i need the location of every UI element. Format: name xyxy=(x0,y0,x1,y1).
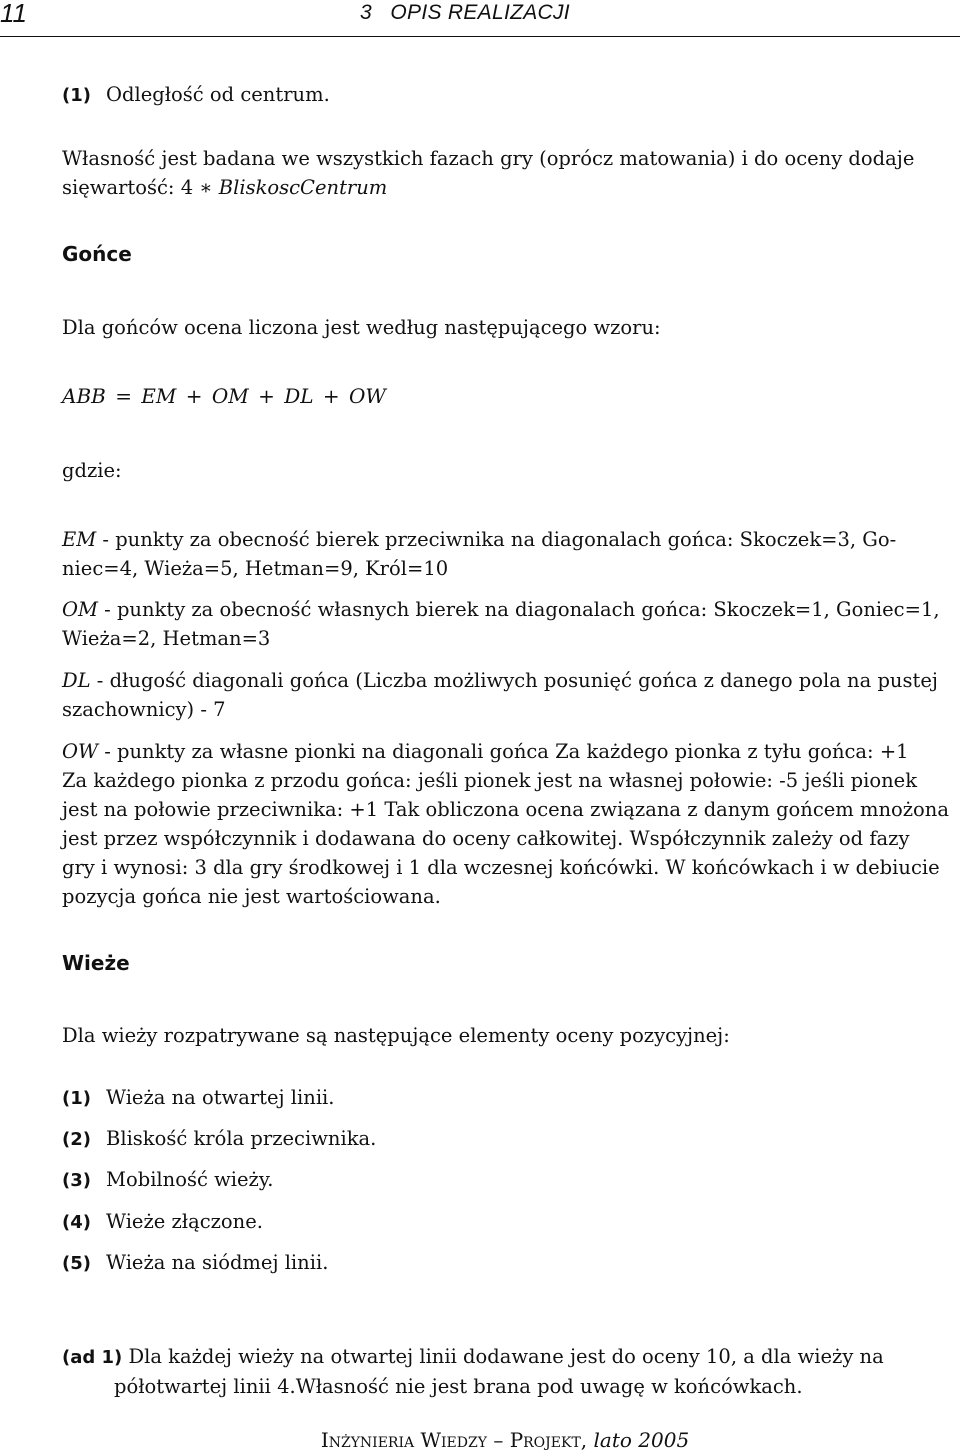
enum-number: (4) xyxy=(62,1212,91,1233)
term-text: pozycja gońca nie jest wartościowana. xyxy=(62,885,441,908)
enum-number: (2) xyxy=(62,1129,91,1150)
list-item xyxy=(62,1124,376,1154)
term-text: jest na połowie przeciwnika: +1 Tak obliczona ocena związana z danym gońcem mnożona xyxy=(62,798,949,821)
term-text: Wieża=2, Hetman=3 xyxy=(62,627,271,650)
paragraph-line: Własność jest badana we wszystkich fazach gry (oprócz matowania) i do oceny dodaje xyxy=(62,147,915,170)
term-text: - punkty za obecność bierek przeciwnika na diagonalach gońca: Skoczek=3, Go- xyxy=(96,528,897,551)
math-term: BliskoscCentrum xyxy=(218,176,388,199)
header-rule xyxy=(0,36,960,37)
section-heading-wieze: Wieże xyxy=(62,951,130,975)
enum-text: Wieża na otwartej linii. xyxy=(106,1086,335,1109)
term-text: Za każdego pionka z przodu gońca: jeśli pionek jest na własnej połowie: -5 jeśli pionek xyxy=(62,769,918,792)
term-text: - punkty za obecność własnych bierek na diagonalach gońca: Skoczek=1, Goniec=1, xyxy=(97,598,940,621)
list-item xyxy=(62,1083,335,1113)
ad-text: Dla każdej wieży na otwartej linii dodawane jest do oceny 10, a dla wieży na xyxy=(122,1345,884,1368)
gonce-intro: Dla gońców ocena liczona jest według następującego wzoru: xyxy=(62,316,661,339)
term-text: jest przez współczynnik i dodawana do oceny całkowitej. Współczynnik zależy od fazy xyxy=(62,827,910,850)
list-item xyxy=(62,1207,263,1237)
ad1-paragraph xyxy=(62,1342,958,1401)
footer-text: Inżynieria Wiedzy – Projekt, xyxy=(320,1428,588,1452)
where-label: gdzie: xyxy=(62,459,122,482)
formula: ABB = EM + OM + DL + OW xyxy=(62,384,386,408)
paragraph-line: sięwartość: 4 ∗ xyxy=(62,176,219,199)
page-number: 11 xyxy=(0,0,27,28)
list-item xyxy=(62,1248,328,1278)
list-item xyxy=(62,1165,273,1195)
wieze-intro: Dla wieży rozpatrywane są następujące elementy oceny pozycyjnej: xyxy=(62,1024,730,1047)
enum-text: Odległość od centrum. xyxy=(106,83,330,106)
enum-text: Wieża na siódmej linii. xyxy=(106,1251,329,1274)
ad-text: półotwartej linii 4.Własność nie jest brana pod uwagę w końcówkach. xyxy=(114,1375,803,1398)
ad-label: (ad 1) xyxy=(62,1347,123,1368)
term-symbol: EM xyxy=(62,528,97,551)
enum-number: (1) xyxy=(62,1088,91,1109)
term-symbol: OW xyxy=(62,740,99,763)
enum-text: Mobilność wieży. xyxy=(106,1168,274,1191)
term-symbol: OM xyxy=(62,598,98,621)
enum-text: Wieże złączone. xyxy=(106,1210,263,1233)
enum-number: (5) xyxy=(62,1253,91,1274)
top-enum-item xyxy=(62,80,330,110)
term-text: niec=4, Wieża=5, Hetman=9, Król=10 xyxy=(62,557,449,580)
enum-number: (1) xyxy=(62,85,91,106)
section-heading-gonce: Gońce xyxy=(62,242,132,266)
term-text: gry i wynosi: 3 dla gry środkowej i 1 dla wczesnej końcówki. W końcówkach i w debiucie xyxy=(62,856,940,879)
term-text: szachownicy) - 7 xyxy=(62,698,226,721)
term-symbol: DL xyxy=(62,669,91,692)
term-om xyxy=(62,595,958,653)
footer-italic: lato 2005 xyxy=(593,1428,690,1452)
enum-number: (3) xyxy=(62,1170,91,1191)
term-text: - punkty za własne pionki na diagonali gońca Za każdego pionka z tyłu gońca: +1 xyxy=(98,740,909,763)
term-dl xyxy=(62,666,958,724)
enum-text: Bliskość króla przeciwnika. xyxy=(106,1127,377,1150)
term-ow xyxy=(62,737,958,911)
term-text: - długość diagonali gońca (Liczba możliwych posunięć gońca z danego pola na pustej xyxy=(90,669,938,692)
running-title: 3 OPIS REALIZACJI xyxy=(360,1,570,24)
page-footer xyxy=(0,1428,960,1452)
term-em xyxy=(62,525,958,583)
property-paragraph xyxy=(62,144,958,202)
